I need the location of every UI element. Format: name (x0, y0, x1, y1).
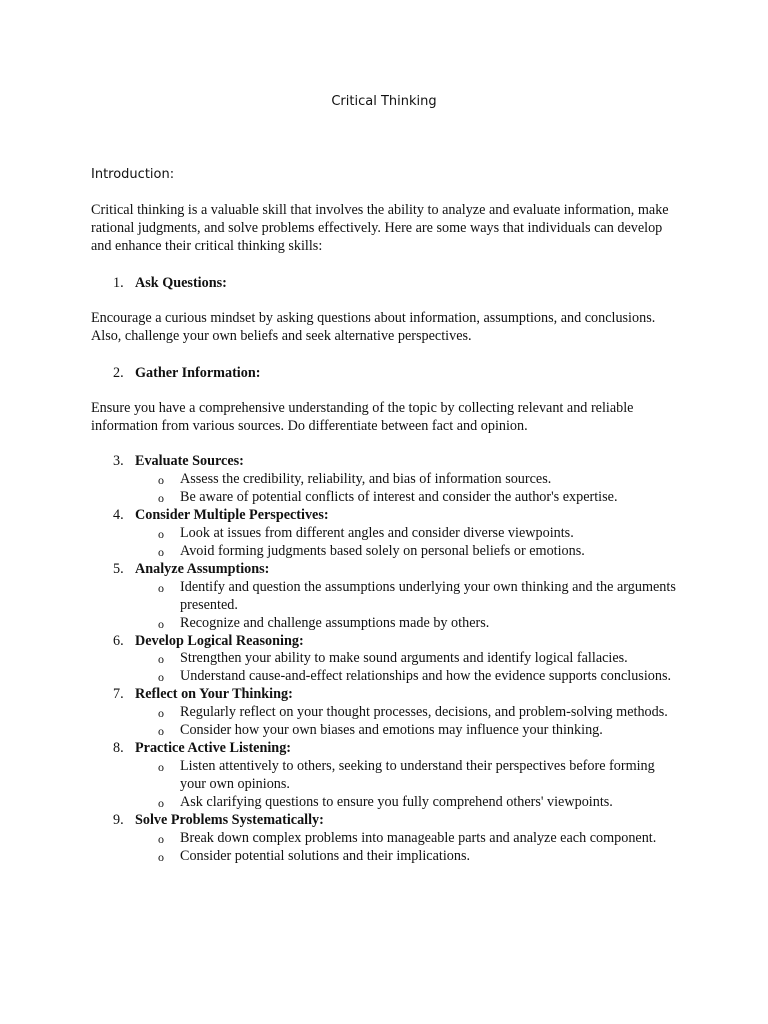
sub-bullet-text: Avoid forming judgments based solely on personal beliefs or emotions. (180, 542, 585, 559)
hollow-bullet-icon: o (158, 526, 164, 541)
hollow-bullet-icon: o (158, 472, 164, 487)
item-label: Practice Active Listening: (135, 740, 292, 757)
list-item-9 (113, 812, 683, 830)
sub-bullet-item (113, 722, 683, 740)
sub-bullet-item (113, 543, 683, 561)
sub-bullet-item (113, 704, 683, 722)
sub-bullet-text: Assess the credibility, reliability, and bias of information sources. (180, 470, 552, 487)
item-1-paragraph: Encourage a curious mindset by asking questions about information, assumptions, and conclusions. Also, challenge your own beliefs and seek alternative perspectives. (91, 310, 656, 344)
hollow-bullet-icon: o (158, 796, 164, 811)
sub-bullet-item (113, 758, 683, 794)
item-number: 7. (113, 686, 124, 703)
hollow-bullet-icon: o (158, 670, 164, 685)
list-item-2 (113, 364, 260, 382)
list-item-1 (113, 274, 227, 292)
hollow-bullet-icon: o (158, 831, 164, 846)
hollow-bullet-icon: o (158, 544, 164, 559)
item-label: Reflect on Your Thinking: (135, 686, 293, 703)
sub-bullet-item (113, 668, 683, 686)
item-label: Consider Multiple Perspectives: (135, 506, 329, 523)
hollow-bullet-icon: o (158, 706, 164, 721)
intro-paragraph: Critical thinking is a valuable skill that involves the ability to analyze and evaluate information, make rational judgments, and solve problems effectively. Here are some ways that individuals can develop and enhance their critical thinking skills: (91, 202, 669, 254)
item-number: 5. (113, 560, 124, 577)
list-item-7 (113, 686, 683, 704)
hollow-bullet-icon: o (158, 760, 164, 775)
item-number: 1. (113, 275, 124, 291)
item-number: 8. (113, 740, 124, 757)
sub-bullet-text: Identify and question the assumptions underlying your own thinking and the arguments presented. (180, 578, 676, 613)
item-number: 2. (113, 365, 124, 381)
sub-bullet-text: Consider potential solutions and their implications. (180, 847, 471, 864)
sub-bullet-text: Understand cause-and-effect relationships and how the evidence supports conclusions. (180, 668, 672, 685)
sub-bullet-text: Regularly reflect on your thought processes, decisions, and problem-solving methods. (180, 704, 668, 721)
sub-bullet-item (113, 830, 683, 848)
intro-heading: Introduction: (91, 167, 175, 182)
sub-bullet-item (113, 848, 683, 866)
sub-bullet-item (113, 471, 683, 489)
list-item-8 (113, 740, 683, 758)
hollow-bullet-icon: o (158, 616, 164, 631)
sub-bullet-text: Break down complex problems into manageable parts and analyze each component. (180, 829, 657, 846)
hollow-bullet-icon: o (158, 652, 164, 667)
item-number: 3. (113, 453, 124, 469)
hollow-bullet-icon: o (158, 490, 164, 505)
sub-bullet-item (113, 489, 683, 507)
item-label: Analyze Assumptions: (135, 560, 270, 577)
sub-bullet-text: Be aware of potential conflicts of interest and consider the author's expertise. (180, 488, 618, 505)
sub-bullet-text: Consider how your own biases and emotions may influence your thinking. (180, 722, 603, 739)
list-item-5 (113, 561, 683, 579)
item-label: Ask Questions: (135, 275, 227, 291)
hollow-bullet-icon: o (158, 580, 164, 595)
sub-bullet-text: Recognize and challenge assumptions made by others. (180, 614, 490, 631)
item-number: 4. (113, 506, 124, 523)
sub-bullet-item (113, 615, 683, 633)
sub-bullet-text: Look at issues from different angles and consider diverse viewpoints. (180, 524, 574, 541)
sub-bullet-item (113, 794, 683, 812)
item-number: 6. (113, 632, 124, 649)
numbered-list (113, 453, 683, 866)
item-label: Develop Logical Reasoning: (135, 632, 304, 649)
hollow-bullet-icon: o (158, 849, 164, 864)
page-title: Critical Thinking (331, 94, 437, 109)
list-item-6 (113, 633, 683, 651)
sub-bullet-item (113, 650, 683, 668)
sub-bullet-item (113, 525, 683, 543)
item-label: Evaluate Sources: (135, 453, 244, 469)
sub-bullet-text: Strengthen your ability to make sound arguments and identify logical fallacies. (180, 650, 628, 667)
item-number: 9. (113, 812, 124, 829)
sub-bullet-text: Ask clarifying questions to ensure you fully comprehend others' viewpoints. (180, 794, 613, 811)
sub-bullet-item (113, 579, 683, 615)
list-item-3 (113, 453, 683, 471)
item-2-paragraph: Ensure you have a comprehensive understanding of the topic by collecting relevant and reliable information from various sources. Do differentiate between fact and opinion. (91, 400, 634, 434)
sub-bullet-text: Listen attentively to others, seeking to understand their perspectives before forming your own opinions. (180, 758, 655, 793)
item-label: Solve Problems Systematically: (135, 812, 324, 829)
hollow-bullet-icon: o (158, 724, 164, 739)
item-label: Gather Information: (135, 365, 261, 381)
list-item-4 (113, 507, 683, 525)
